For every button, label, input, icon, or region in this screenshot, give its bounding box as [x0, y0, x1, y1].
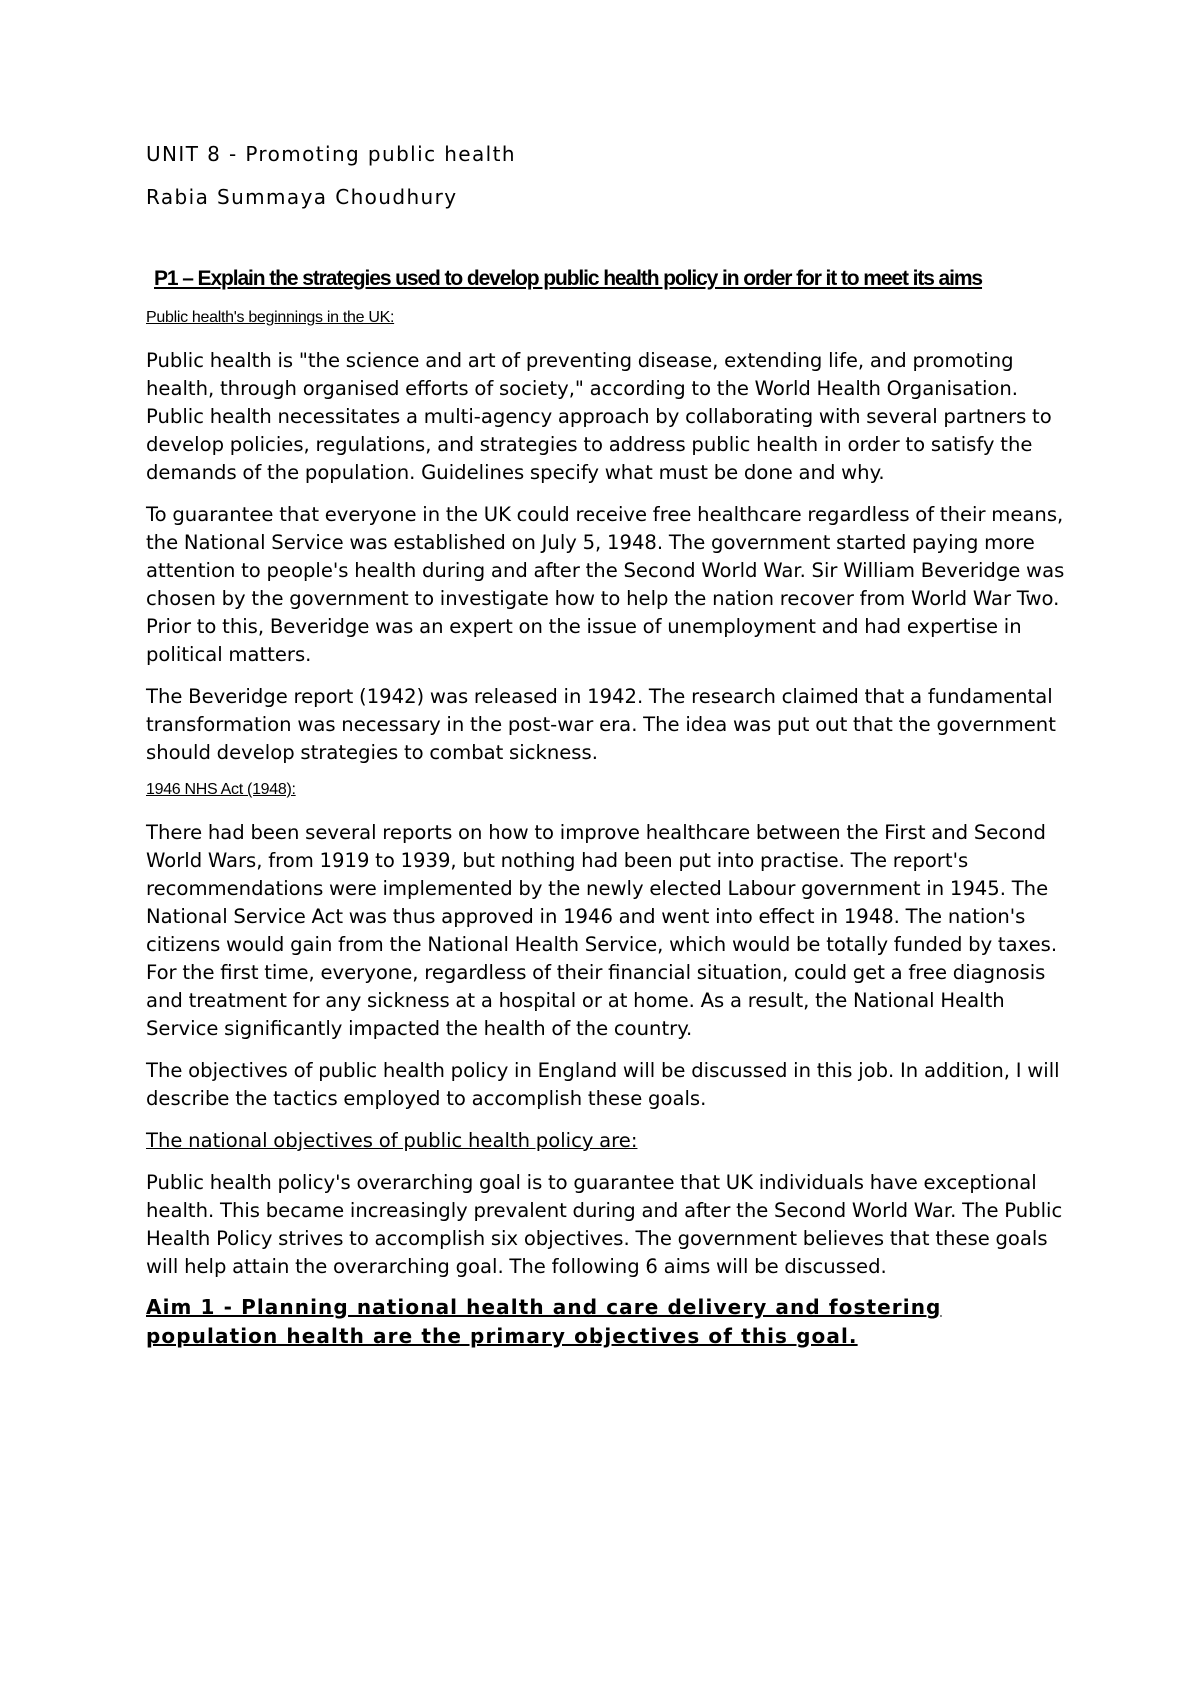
subheading-national-objectives: The national objectives of public health policy are: [146, 1129, 638, 1152]
paragraph-overarching-goal: Public health policy's overarching goal is to guarantee that UK individuals have exceptional health. This became increasingly prevalent during and after the Second World War. The Public Health Policy strives to accomplish six objectives. The government believes that these goals will help attain the overarching goal. The following 6 aims will be discussed. [146, 1171, 1063, 1278]
paragraph-beveridge: The Beveridge report (1942) was released in 1942. The research claimed that a fundamental transformation was necessary in the post-war era. The idea was put out that the government should develop strategies to combat sickness. [146, 685, 1056, 764]
subheading-beginnings: Public health's beginnings in the UK: [146, 309, 395, 326]
paragraph-objectives: The objectives of public health policy in England will be discussed in this job. In addition, I will describe the tactics employed to accomplish these goals. [146, 1059, 1060, 1110]
subheading-nhs-act: 1946 NHS Act (1948): [146, 781, 296, 798]
paragraph-reports: There had been several reports on how to improve healthcare between the First and Second World Wars, from 1919 to 1939, but nothing had been put into practise. The report's recommendations were implemented by the newly elected Labour government in 1945. The National Service Act was thus approved in 1946 and went into effect in 1948. The nation's citizens would gain from the National Health Service, which would be totally funded by taxes. For the first time, everyone, regardless of their financial situation, could get a free diagnosis and treatment for any sickness at a hospital or at home. As a result, the National Health Service significantly impacted the health of the country. [146, 821, 1058, 1040]
unit-title: UNIT 8 - Promoting public health [146, 142, 516, 166]
paragraph-intro: Public health is "the science and art of preventing disease, extending life, and promoting health, through organised efforts of society," according to the World Health Organisation. Public health necessitates a multi-agency approach by collaborating with several partners to develop policies, regulations, and strategies to address public health in order to satisfy the demands of the population. Guidelines specify what must be done and why. [146, 349, 1052, 484]
document-page [146, 142, 1066, 1351]
p1-heading: P1 – Explain the strategies used to develop public health policy in order for it to meet its aims [154, 267, 983, 290]
author-name: Rabia Summaya Choudhury [146, 185, 458, 209]
paragraph-nhs-established: To guarantee that everyone in the UK could receive free healthcare regardless of their means, the National Service was established on July 5, 1948. The government started paying more attention to people's health during and after the Second World War. Sir William Beveridge was chosen by the government to investigate how to help the nation recover from World War Two. Prior to this, Beveridge was an expert on the issue of unemployment and had expertise in political matters. [146, 503, 1065, 666]
aim1-heading: Aim 1 - Planning national health and care delivery and fostering population health are the primary objectives of this goal. [146, 1295, 942, 1348]
